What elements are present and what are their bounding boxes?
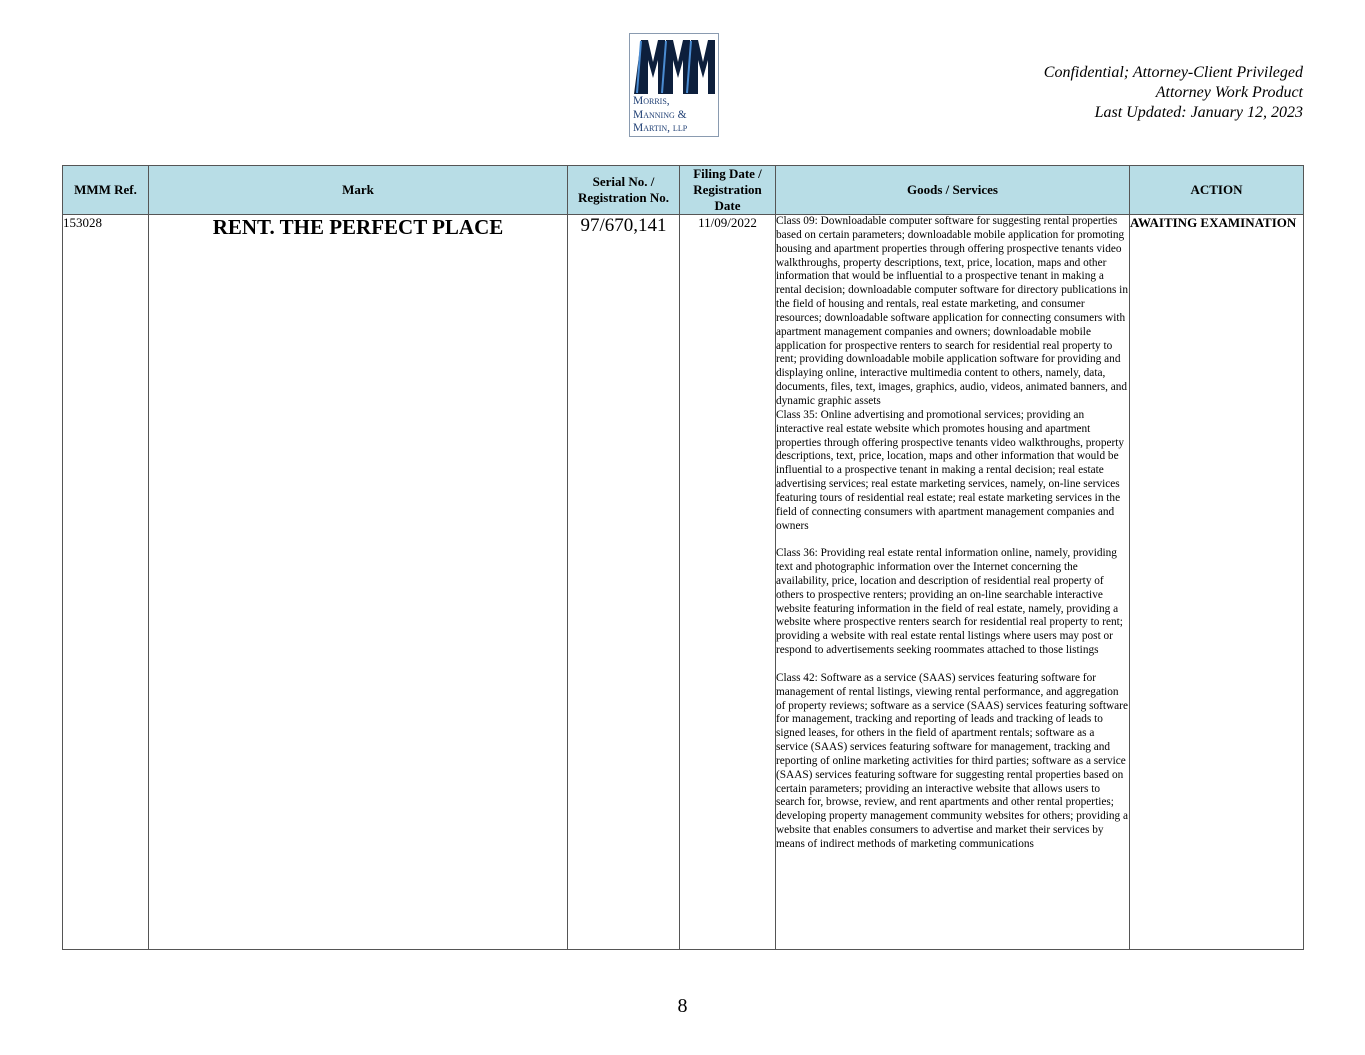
header-ref: MMM Ref. (63, 166, 149, 215)
logo-line-3: Martin, llp (633, 122, 688, 134)
confidentiality-notice (1044, 63, 1303, 123)
table-header-row (63, 166, 1304, 215)
goods-class-09: Class 09: Downloadable computer software for suggesting rental properties based on certain parameters; downloadable mobile application for promoting housing and apartment properties through offering prospective tenants video walkthroughs, property descriptions, text, price, location, maps and other information that would be influential to a prospective tenant in making a rental decision; downloadable computer software for directory publications in the field of housing and rentals, real estate marketing, and consumer resources; downloadable software application for connecting consumers with apartment management companies and owners; downloadable mobile application for prospective renters to search for residential real property to rent; providing downloadable mobile application software for providing and displaying online, interactive multimedia content to others, namely, data, documents, files, text, images, graphics, audio, videos, animated banners, and dynamic graphic assets (776, 215, 1128, 407)
logo-wordmark (633, 95, 719, 136)
cell-ref: 153028 (63, 215, 149, 950)
trademark-table (62, 165, 1304, 950)
last-updated-line: Last Updated: January 12, 2023 (1094, 104, 1303, 121)
page-number: 8 (677, 995, 688, 1017)
cell-action-status: AWAITING EXAMINATION (1130, 215, 1304, 950)
header-serial: Serial No. / Registration No. (568, 166, 680, 215)
logo-line-1: Morris, (633, 95, 670, 107)
mmm-logo-icon (634, 38, 716, 94)
goods-class-42: Class 42: Software as a service (SAAS) services featuring software for management of rental listings, viewing rental performance, and aggregation of property reviews; software as a service (SAAS) services featuring software for management, tracking and reporting of leads and tracking of leads to signed leases, for others in the field of apartment rentals; software as a service (SAAS) services featuring software for management, tracking and reporting of online marketing activities for third parties; software as a service (SAAS) services featuring software for suggesting rental properties based on certain parameters; providing an interactive website that allows users to search for, browse, review, and rent apartments and other rental properties; developing property management community websites for others; providing a website that enables consumers to advertise and market their services by means of indirect methods of marketing communications (776, 671, 1129, 850)
header-mark: Mark (149, 166, 568, 215)
firm-logo (629, 33, 719, 137)
work-product-line: Attorney Work Product (1155, 84, 1303, 101)
cell-serial: 97/670,141 (568, 215, 680, 950)
header-filing-date: Filing Date / Registration Date (680, 166, 776, 215)
confidential-line: Confidential; Attorney-Client Privileged (1043, 64, 1303, 81)
goods-class-36: Class 36: Providing real estate rental information online, namely, providing text and photographic information over the Internet concerning the availability, price, location and description of residential real property of others to prospective renters; providing an on-line searchable interactive website featuring information in the field of real estate, namely, providing a website where prospective renters search for residential real property to rent; providing a website with real estate rental listings where users may post or respond to advertisements seeking roommates attached to those listings (776, 547, 1123, 657)
table-row (63, 215, 1304, 950)
goods-class-35: Class 35: Online advertising and promotional services; providing an interactive real estate website which promotes housing and apartment properties through offering prospective tenants video walkthroughs, property descriptions, text, price, location, maps and other information that would be influential to a prospective tenant in making a rental decision; real estate advertising services; real estate marketing services, namely, on-line services featuring tours of residential real estate; real estate marketing services in the field of connecting consumers with apartment management companies and owners (776, 408, 1125, 532)
logo-line-2: Manning & (633, 108, 687, 121)
cell-filing-date: 11/09/2022 (680, 215, 776, 950)
cell-goods-services (776, 215, 1130, 950)
cell-mark: RENT. THE PERFECT PLACE (149, 215, 568, 950)
header-action: ACTION (1130, 166, 1304, 215)
header-goods-services: Goods / Services (776, 166, 1130, 215)
